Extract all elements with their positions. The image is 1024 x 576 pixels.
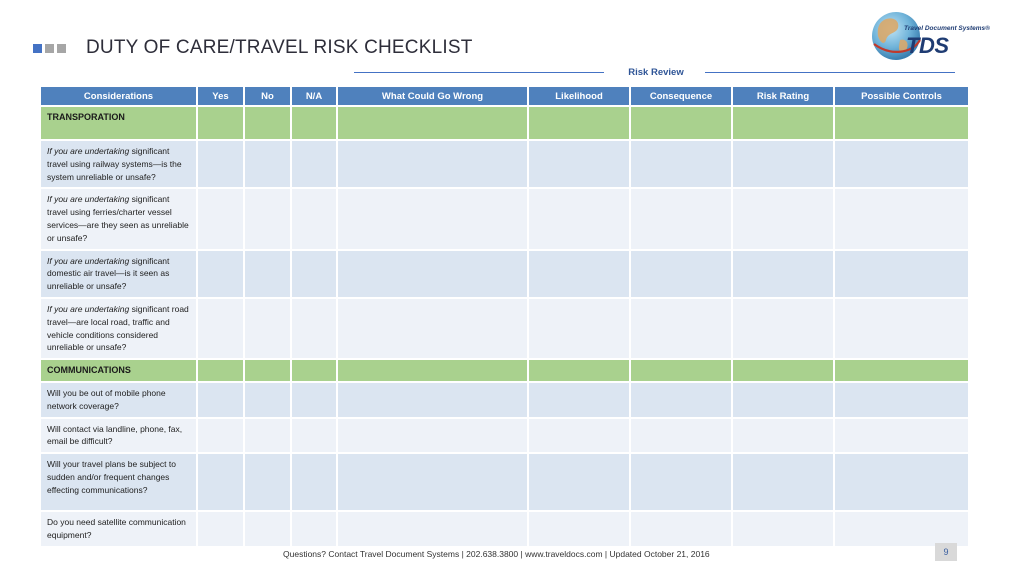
section-empty-cell [197, 359, 244, 382]
question-text: Will you be out of mobile phone network coverage? [47, 387, 166, 411]
yes-cell[interactable] [197, 511, 244, 547]
section-empty-cell [291, 359, 337, 382]
possible-controls-cell[interactable] [834, 418, 969, 454]
square-blue [33, 44, 42, 53]
consideration-question [40, 140, 197, 188]
consideration-question [40, 418, 197, 454]
likelihood-cell[interactable] [528, 382, 630, 418]
section-empty-cell [834, 106, 969, 140]
no-cell[interactable] [244, 298, 291, 359]
possible-controls-cell[interactable] [834, 250, 969, 298]
table-row [40, 382, 969, 418]
section-empty-cell [528, 359, 630, 382]
table-row [40, 140, 969, 188]
section-empty-cell [291, 106, 337, 140]
section-empty-cell [197, 106, 244, 140]
consequence-cell[interactable] [630, 382, 732, 418]
risk-review-line-left [354, 72, 604, 73]
section-empty-cell [337, 106, 528, 140]
question-text: significant travel using ferries/charter vessel services—are they seen as unreliable or unsafe? [47, 194, 189, 243]
no-cell[interactable] [244, 140, 291, 188]
risk-rating-cell[interactable] [732, 188, 834, 249]
what-could-go-wrong-cell[interactable] [337, 250, 528, 298]
possible-controls-cell[interactable] [834, 382, 969, 418]
what-could-go-wrong-cell[interactable] [337, 382, 528, 418]
risk-rating-cell[interactable] [732, 140, 834, 188]
consideration-question [40, 382, 197, 418]
consequence-cell[interactable] [630, 418, 732, 454]
no-cell[interactable] [244, 453, 291, 511]
table-row [40, 298, 969, 359]
what-could-go-wrong-cell[interactable] [337, 298, 528, 359]
no-cell[interactable] [244, 250, 291, 298]
logo-tagline: Travel Document Systems® [904, 25, 990, 32]
col-what-could-go-wrong: What Could Go Wrong [337, 86, 528, 106]
col-possible-controls: Possible Controls [834, 86, 969, 106]
table-row [40, 418, 969, 454]
consequence-cell[interactable] [630, 298, 732, 359]
col-no: No [244, 86, 291, 106]
na-cell[interactable] [291, 250, 337, 298]
question-text: significant domestic air travel—is it seen as unreliable or unsafe? [47, 255, 170, 292]
consequence-cell[interactable] [630, 453, 732, 511]
consideration-question [40, 250, 197, 298]
square-gray [57, 44, 66, 53]
question-lead: If you are undertaking [47, 146, 130, 156]
question-text: significant travel using railway systems—is the system unreliable or unsafe? [47, 146, 182, 182]
square-gray [45, 44, 54, 53]
question-text: Will contact via landline, phone, fax, email be difficult? [47, 423, 183, 447]
possible-controls-cell[interactable] [834, 140, 969, 188]
yes-cell[interactable] [197, 250, 244, 298]
col-na: N/A [291, 86, 337, 106]
na-cell[interactable] [291, 298, 337, 359]
possible-controls-cell[interactable] [834, 188, 969, 249]
col-likelihood: Likelihood [528, 86, 630, 106]
section-empty-cell [528, 106, 630, 140]
consequence-cell[interactable] [630, 188, 732, 249]
risk-rating-cell[interactable] [732, 511, 834, 547]
table-row [40, 453, 969, 511]
yes-cell[interactable] [197, 188, 244, 249]
question-text: significant road travel—are local road, traffic and vehicle conditions considered unreliable or unsafe? [47, 303, 189, 353]
risk-review-label: Risk Review [628, 67, 684, 78]
table-row [40, 250, 969, 298]
risk-rating-cell[interactable] [732, 298, 834, 359]
likelihood-cell[interactable] [528, 418, 630, 454]
possible-controls-cell[interactable] [834, 298, 969, 359]
col-consequence: Consequence [630, 86, 732, 106]
na-cell[interactable] [291, 511, 337, 547]
footer-contact: Questions? Contact Travel Document Systems | 202.638.3800 | www.traveldocs.com | Updated October 21, 2016 [283, 549, 710, 559]
what-could-go-wrong-cell[interactable] [337, 453, 528, 511]
question-lead: If you are undertaking [47, 255, 130, 266]
risk-checklist-table [39, 85, 970, 548]
section-empty-cell [244, 359, 291, 382]
consequence-cell[interactable] [630, 140, 732, 188]
likelihood-cell[interactable] [528, 298, 630, 359]
col-considerations: Considerations [40, 86, 197, 106]
na-cell[interactable] [291, 418, 337, 454]
risk-review-line-right [705, 72, 955, 73]
likelihood-cell[interactable] [528, 188, 630, 249]
section-empty-cell [630, 106, 732, 140]
logo-wordmark: TDS [906, 33, 949, 58]
title-squares-decoration [33, 44, 66, 53]
table-row [40, 188, 969, 249]
yes-cell[interactable] [197, 298, 244, 359]
page-number: 9 [935, 543, 957, 561]
yes-cell[interactable] [197, 418, 244, 454]
consideration-question [40, 298, 197, 359]
what-could-go-wrong-cell[interactable] [337, 140, 528, 188]
na-cell[interactable] [291, 453, 337, 511]
no-cell[interactable] [244, 418, 291, 454]
consideration-question [40, 188, 197, 249]
page-title: DUTY OF CARE/TRAVEL RISK CHECKLIST [86, 37, 473, 58]
likelihood-cell[interactable] [528, 511, 630, 547]
section-label: TRANSPORATION [40, 106, 197, 140]
possible-controls-cell[interactable] [834, 511, 969, 547]
likelihood-cell[interactable] [528, 250, 630, 298]
risk-rating-cell[interactable] [732, 382, 834, 418]
section-empty-cell [732, 359, 834, 382]
header-row [40, 86, 969, 106]
consequence-cell[interactable] [630, 250, 732, 298]
consequence-cell[interactable] [630, 511, 732, 547]
risk-rating-cell[interactable] [732, 453, 834, 511]
col-risk-rating: Risk Rating [732, 86, 834, 106]
na-cell[interactable] [291, 382, 337, 418]
risk-rating-cell[interactable] [732, 418, 834, 454]
question-lead: If you are undertaking [47, 303, 130, 314]
risk-rating-cell[interactable] [732, 250, 834, 298]
section-row [40, 106, 969, 140]
what-could-go-wrong-cell[interactable] [337, 511, 528, 547]
consideration-question [40, 511, 197, 547]
no-cell[interactable] [244, 188, 291, 249]
no-cell[interactable] [244, 511, 291, 547]
what-could-go-wrong-cell[interactable] [337, 418, 528, 454]
na-cell[interactable] [291, 140, 337, 188]
likelihood-cell[interactable] [528, 140, 630, 188]
section-empty-cell [630, 359, 732, 382]
col-yes: Yes [197, 86, 244, 106]
section-empty-cell [244, 106, 291, 140]
consideration-question [40, 453, 197, 511]
possible-controls-cell[interactable] [834, 453, 969, 511]
section-empty-cell [337, 359, 528, 382]
section-empty-cell [834, 359, 969, 382]
table-row [40, 511, 969, 547]
na-cell[interactable] [291, 188, 337, 249]
yes-cell[interactable] [197, 453, 244, 511]
no-cell[interactable] [244, 382, 291, 418]
section-empty-cell [732, 106, 834, 140]
yes-cell[interactable] [197, 382, 244, 418]
yes-cell[interactable] [197, 140, 244, 188]
question-text: Do you need satellite communication equipment? [47, 517, 186, 540]
question-text: Will your travel plans be subject to sudden and/or frequent changes effecting communications? [47, 459, 176, 495]
likelihood-cell[interactable] [528, 453, 630, 511]
section-row [40, 359, 969, 382]
section-label: COMMUNICATIONS [40, 359, 197, 382]
what-could-go-wrong-cell[interactable] [337, 188, 528, 249]
question-lead: If you are undertaking [47, 194, 130, 205]
